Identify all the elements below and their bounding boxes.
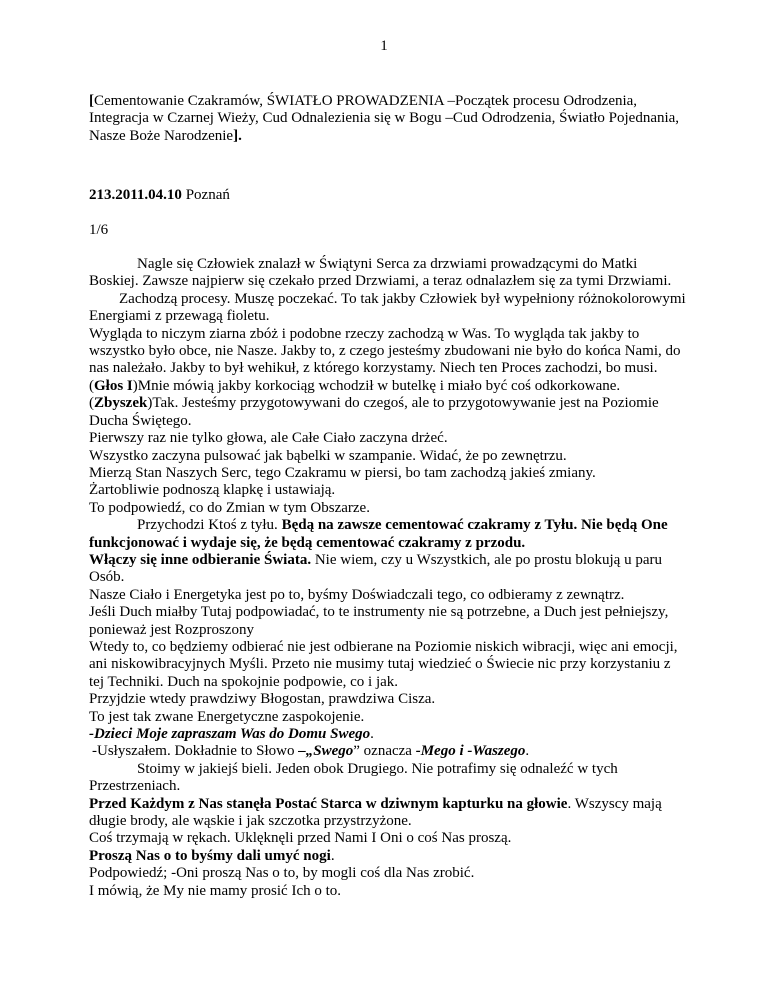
intro-close-bracket: ].	[233, 127, 242, 144]
page-number: 1	[380, 38, 388, 54]
paragraph: To jest tak zwane Energetyczne zaspokojenie.	[89, 708, 365, 725]
paragraph: Podpowiedź; -Oni proszą Nas o to, by mogli coś dla Nas zrobić.	[89, 865, 475, 882]
paragraph: Zachodzą procesy. Muszę poczekać. To tak jakby Człowiek był wypełniony różnokolorowymi Energiami z przewagą fioletu.	[89, 290, 686, 325]
document-body	[89, 93, 689, 900]
intro-text: Cementowanie Czakramów, ŚWIATŁO PROWADZENIA –Początek procesu Odrodzenia, Integracja w Czarnej Wieży, Cud Odnalezienia się w Bogu –Cud Odrodzenia, Światło Pojednania, Nasze Boże Narodzenie	[89, 93, 680, 144]
quote-line: -Dzieci Moje zapraszam Was do Domu Swego.	[89, 726, 374, 742]
paragraph: Włączy się inne odbieranie Świata. Nie wiem, czy u Wszystkich, ale po prostu blokują u paru Osób.	[89, 551, 662, 586]
part-indicator: 1/6	[89, 221, 109, 238]
session-city: Poznań	[181, 187, 230, 204]
paragraph: To podpowiedź, co do Zmian w tym Obszarze.	[89, 499, 370, 516]
emphasis: Proszą Nas o to byśmy dali umyć nogi	[89, 847, 331, 864]
quote-emphasis: -Mego i -Waszego	[415, 743, 526, 760]
paragraph: Pierwszy raz nie tylko głowa, ale Całe Ciało zaczyna drżeć.	[89, 430, 448, 447]
paragraph: Wszystko zaczyna pulsować jak bąbelki w szampanie. Widać, że po zewnętrzu.	[89, 447, 567, 464]
paragraph: Wygląda to niczym ziarna zbóż i podobne rzeczy zachodzą w Was. To wygląda tak jakby to wszystko było obce, nie Nasze. Jakby to, z czego jesteśmy zbudowani nie było do końca Nami, do nas należało. Jakby to był wehikuł, z którego korzystamy. Niech ten Proces zachodzi, bo musi.	[89, 325, 681, 377]
emphasis: Włączy się inne odbieranie Świata.	[89, 551, 312, 568]
quote-emphasis: –„Swego	[298, 743, 354, 760]
paragraph: Nagle się Człowiek znalazł w Świątyni Serca za drzwiami prowadzącymi do Matki Boskiej. Zawsze najpierw się czekało przed Drzwiami, a teraz odnalazłem się za tymi Drzwiami.	[89, 256, 672, 290]
paragraph: Wtedy to, co będziemy odbierać nie jest odbierane na Poziomie niskich wibracji, więc ani emocji, ani niskowibracyjnych Myśli. Przeto nie musimy tutaj wiedzieć o Świecie nic przy korzystaniu z tej Techniki. Duch na spokojnie podpowie, co i jak.	[89, 638, 678, 690]
emphasis: Przed Każdym z Nas stanęła Postać Starca w dziwnym kapturku na głowie	[89, 795, 568, 812]
session-header	[89, 187, 689, 204]
emphasis: Będą na zawsze cementować czakramy z Tyłu. Nie będą One funkcjonować i wydaje się, że będą cementować czakramy z przodu.	[89, 517, 668, 551]
paragraph: Proszą Nas o to byśmy dali umyć nogi.	[89, 847, 335, 864]
dialogue-line: (Zbyszek)Tak. Jesteśmy przygotowywani do czegoś, ale to przygotowywanie jest na Poziomie Ducha Świętego.	[89, 395, 659, 429]
paragraph: Przychodzi Ktoś z tyłu. Będą na zawsze cementować czakramy z Tyłu. Nie będą One funkcjonować i wydaje się, że będą cementować czakramy z przodu.	[89, 517, 668, 551]
speaker-name: Zbyszek	[94, 395, 148, 412]
quote-line: -Usłyszałem. Dokładnie to Słowo –„Swego” oznacza -Mego i -Waszego.	[92, 743, 530, 760]
quote-emphasis: -Dzieci Moje zapraszam Was do Domu Swego	[89, 726, 371, 742]
paragraph: Żartobliwie podnoszą klapkę i ustawiają.	[89, 482, 336, 499]
paragraph: Stoimy w jakiejś bieli. Jeden obok Drugiego. Nie potrafimy się odnaleźć w tych Przestrzeniach.	[89, 760, 618, 795]
paragraph: Nasze Ciało i Energetyka jest po to, byśmy Doświadczali tego, co odbieramy z zewnątrz.	[89, 586, 625, 603]
intro-paragraph	[89, 93, 689, 145]
dialogue-line: (Głos I)Mnie mówią jakby korkociąg wchodził w butelkę i miało być coś odkorkowane.	[89, 377, 621, 394]
paragraph: Przyjdzie wtedy prawdziwy Błogostan, prawdziwa Cisza.	[89, 691, 436, 708]
paragraph: Jeśli Duch miałby Tutaj podpowiadać, to te instrumenty nie są potrzebne, a Duch jest pełniejszy, ponieważ jest Rozproszony	[89, 604, 669, 638]
intro-open-bracket: [	[89, 93, 94, 109]
session-ref: 213.2011.04.10	[89, 187, 182, 204]
paragraph: Przed Każdym z Nas stanęła Postać Starca w dziwnym kapturku na głowie. Wszyscy mają długie brody, ale wąskie i jak szczotka przystrzyżone.	[89, 795, 662, 830]
speaker-name: Głos I	[94, 377, 133, 394]
paragraph: Coś trzymają w rękach. Uklęknęli przed Nami I Oni o coś Nas proszą.	[89, 830, 512, 847]
paragraph: I mówią, że My nie mamy prosić Ich o to.	[89, 882, 342, 899]
paragraph: Mierzą Stan Naszych Serc, tego Czakramu w piersi, bo tam zachodzą jakieś zmiany.	[89, 464, 596, 481]
